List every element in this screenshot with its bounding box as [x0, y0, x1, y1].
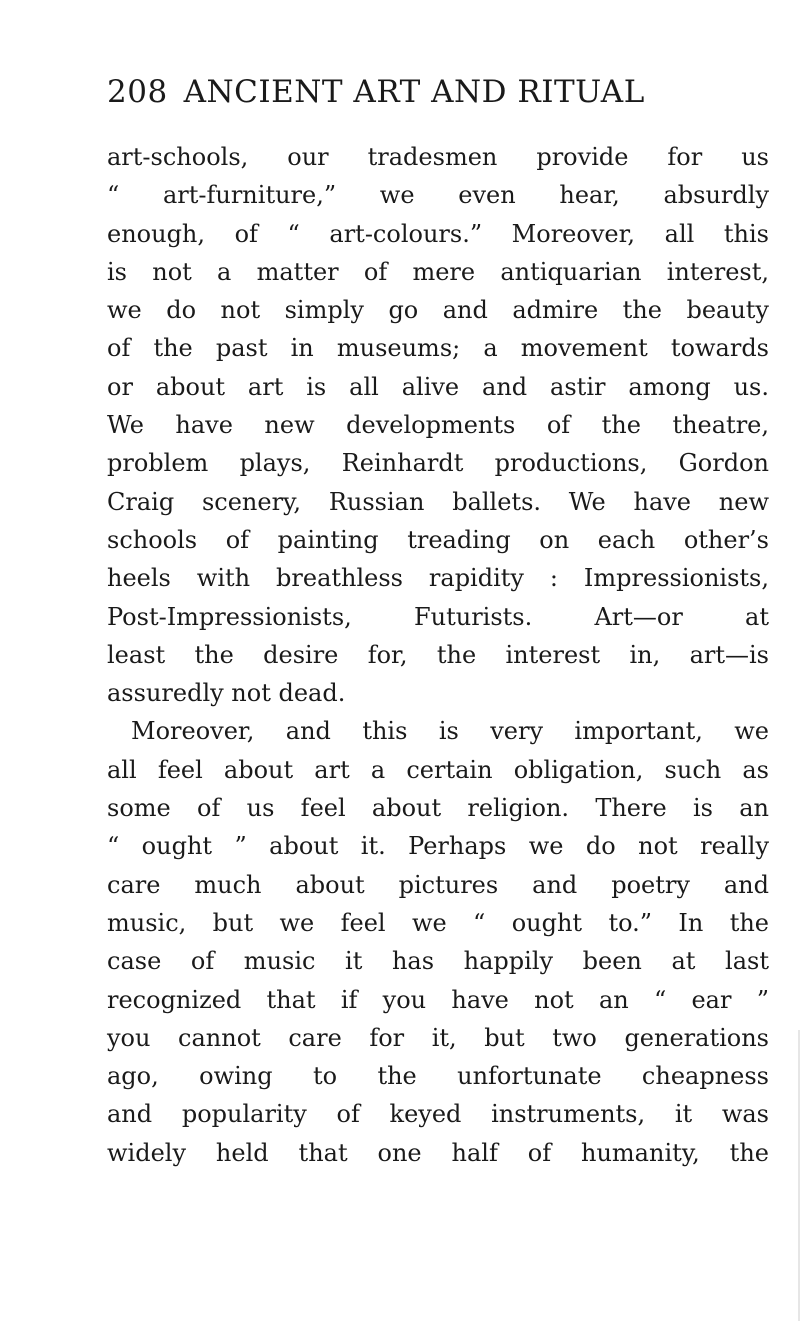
- text-line: recognized that if you have not an “ ear ”: [107, 985, 769, 1014]
- text-line: Post-Impressionists, Futurists. Art—or at: [107, 602, 769, 631]
- text-line: or about art is all alive and astir among us.: [107, 372, 769, 401]
- text-line: care much about pictures and poetry and: [107, 870, 769, 899]
- text-line: We have new developments of the theatre,: [107, 411, 769, 440]
- text-line: enough, of “ art-colours.” Moreover, all this: [107, 219, 769, 248]
- text-line: music, but we feel we “ ought to.” In the: [107, 908, 769, 937]
- text-line: widely held that one half of humanity, the: [107, 1138, 769, 1167]
- text-line: least the desire for, the interest in, art—is: [107, 640, 769, 669]
- text-line: all feel about art a certain obligation, such as: [107, 755, 769, 784]
- text-line: Craig scenery, Russian ballets. We have new: [107, 487, 769, 516]
- text-line: heels with breathless rapidity : Impressionists,: [107, 564, 769, 593]
- text-line: is not a matter of mere antiquarian interest,: [107, 257, 769, 286]
- text-line: some of us feel about religion. There is an: [107, 794, 769, 823]
- body-text: [107, 138, 769, 1172]
- page-number: 208: [107, 74, 168, 110]
- text-line: art-schools, our tradesmen provide for us: [107, 143, 769, 171]
- text-line: we do not simply go and admire the beauty: [107, 296, 769, 325]
- text-line: Moreover, and this is very important, we: [131, 717, 769, 746]
- running-title: ANCIENT ART AND RITUAL: [183, 74, 645, 110]
- text-line: of the past in museums; a movement towards: [107, 334, 769, 363]
- text-line: case of music it has happily been at last: [107, 947, 769, 976]
- running-header: [107, 72, 707, 112]
- text-line: problem plays, Reinhardt productions, Gordon: [107, 449, 769, 478]
- text-line: and popularity of keyed instruments, it was: [107, 1100, 769, 1129]
- text-line: “ art-furniture,” we even hear, absurdly: [107, 181, 769, 210]
- text-line: schools of painting treading on each other’s: [107, 525, 769, 554]
- text-line: assuredly not dead.: [107, 679, 346, 708]
- text-line: you cannot care for it, but two generations: [107, 1023, 769, 1052]
- text-line: ago, owing to the unfortunate cheapness: [107, 1062, 769, 1091]
- text-line: “ ought ” about it. Perhaps we do not really: [107, 832, 769, 861]
